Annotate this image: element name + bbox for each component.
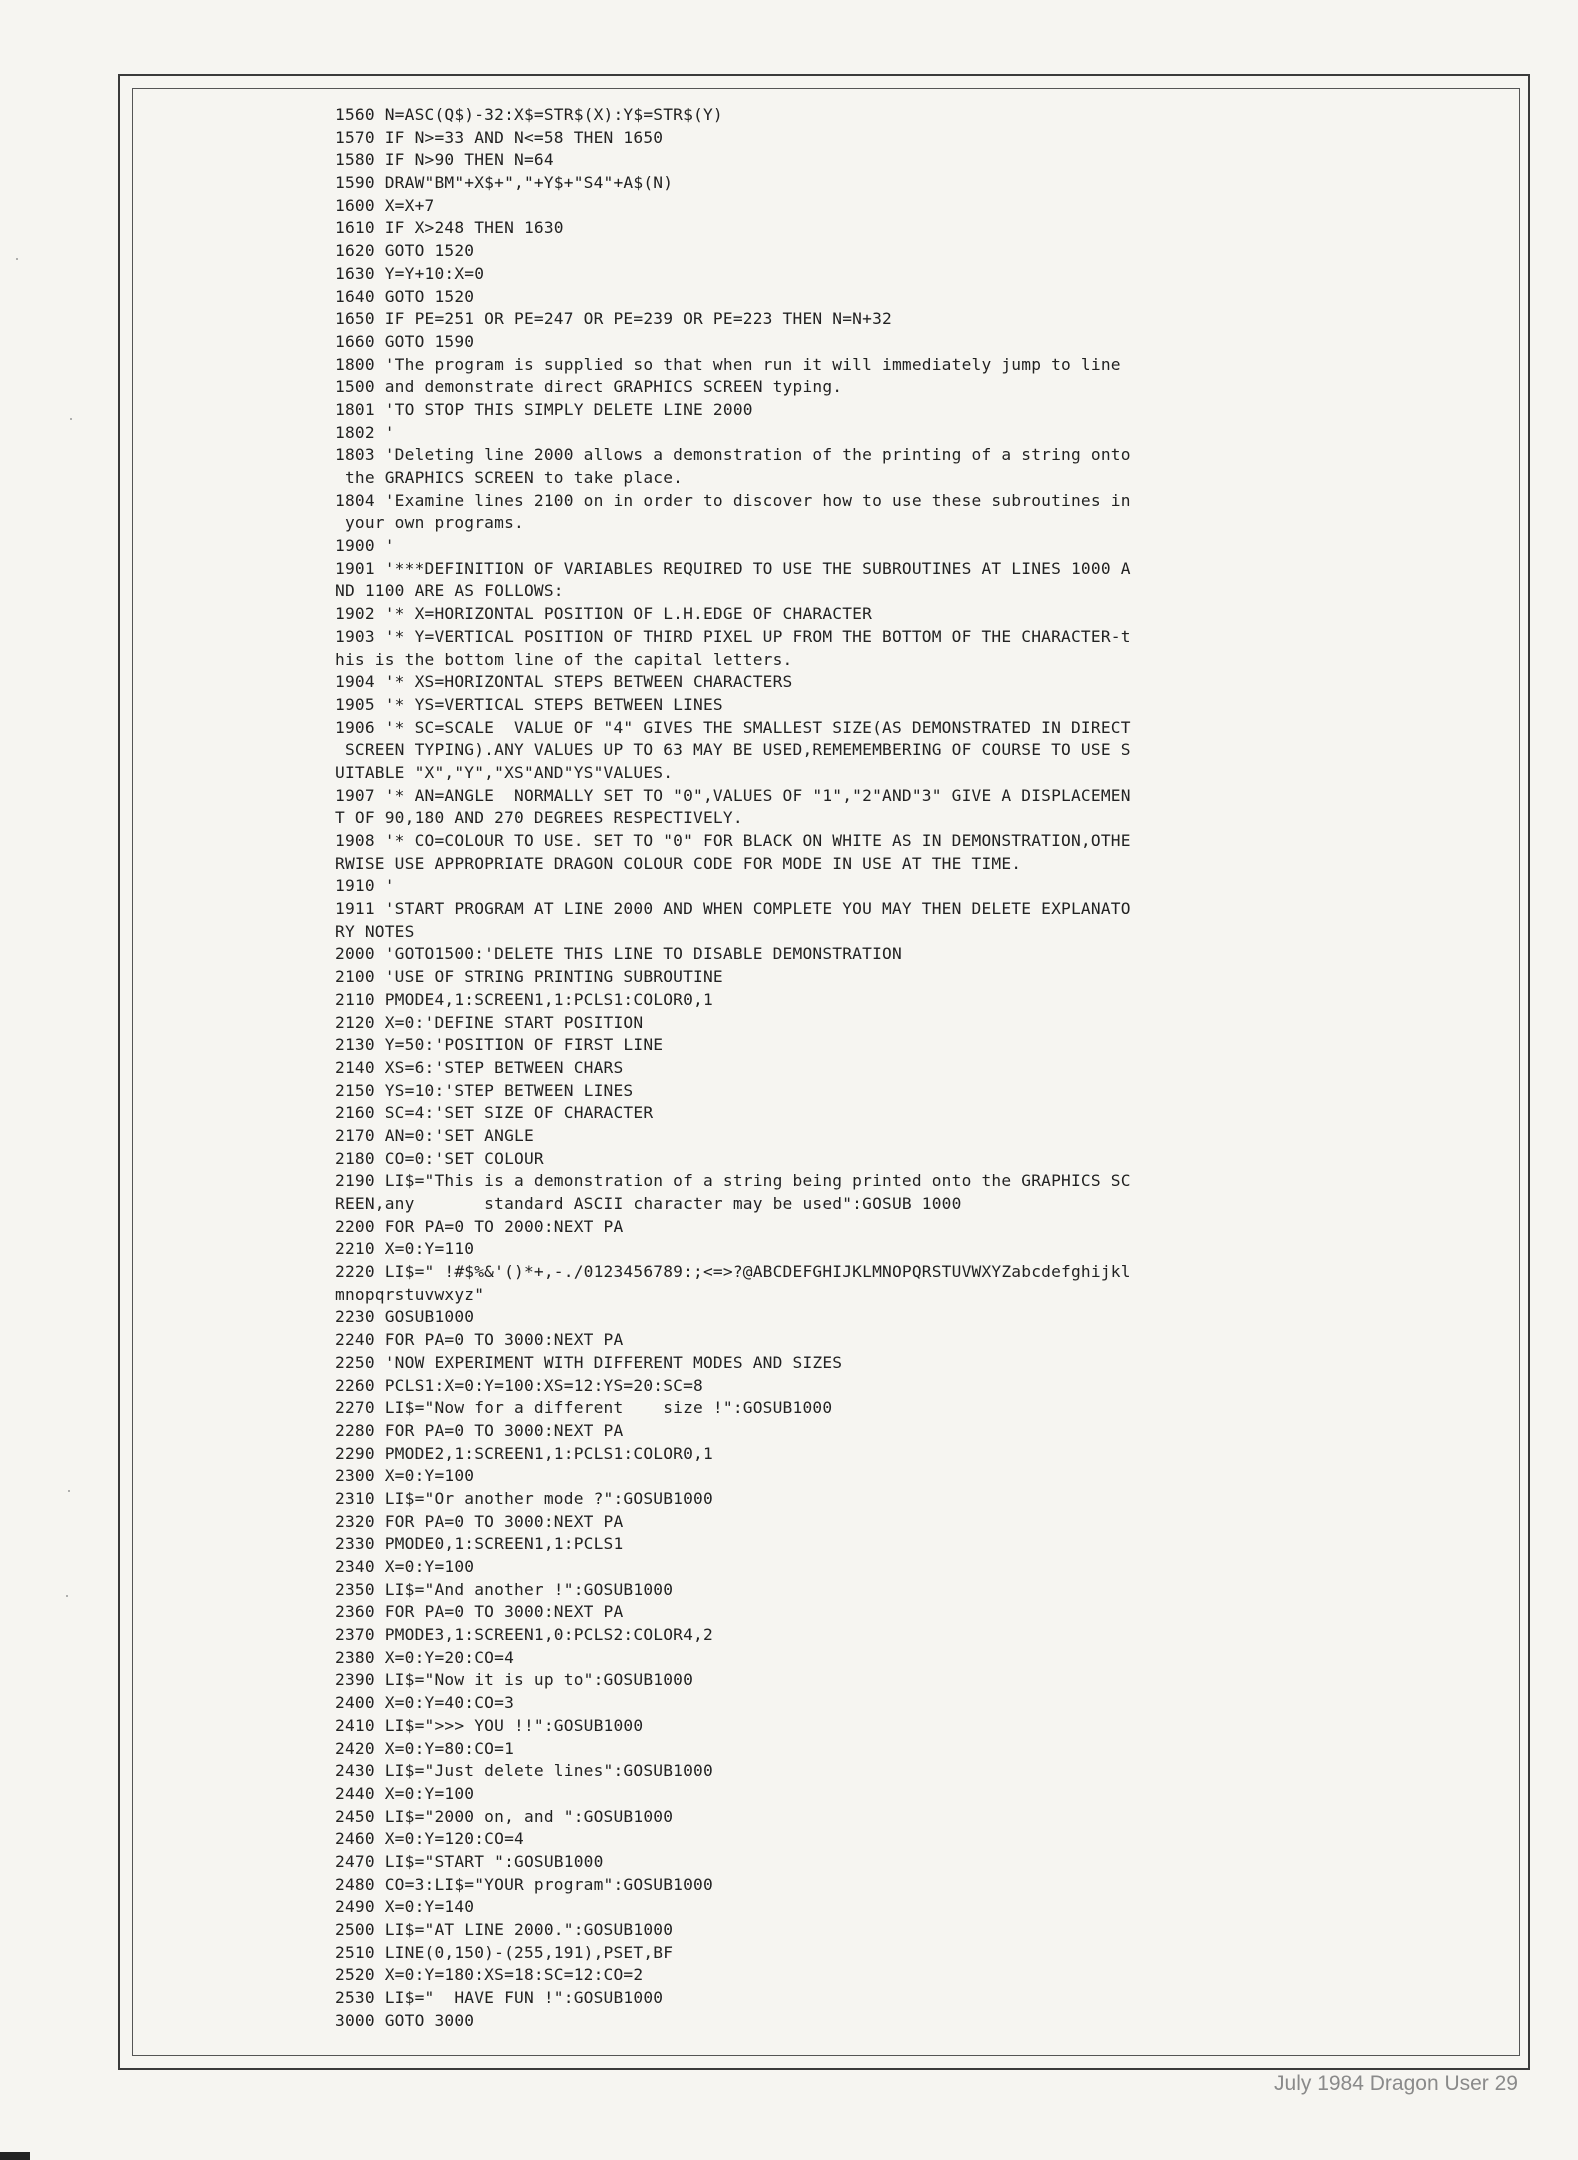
code-line: 2120 X=0:'DEFINE START POSITION (335, 1012, 644, 1032)
code-line: 2430 LI$="Just delete lines":GOSUB1000 (335, 1761, 713, 1781)
code-line: 2340 X=0:Y=100 (335, 1557, 475, 1576)
page-footer: July 1984 Dragon User 29 (1274, 2072, 1518, 2095)
code-line: SCREEN TYPING).ANY VALUES UP TO 63 MAY BE USED,REMEMEMBERING OF COURSE TO USE S (335, 740, 1131, 760)
code-line: 2520 X=0:Y=180:XS=18:SC=12:CO=2 (335, 1965, 644, 1985)
code-line: 1630 Y=Y+10:X=0 (335, 263, 485, 283)
code-line: his is the bottom line of the capital letters. (335, 649, 793, 669)
page-edge-mark (0, 2152, 30, 2160)
code-line: 1910 ' (335, 876, 395, 896)
code-line: 2500 LI$="AT LINE 2000.":GOSUB1000 (335, 1920, 674, 1939)
code-line: 2460 X=0:Y=120:CO=4 (335, 1829, 524, 1849)
code-line: 1590 DRAW"BM"+X$+","+Y$+"S4"+A$(N) (335, 173, 674, 193)
code-line: 2400 X=0:Y=40:CO=3 (335, 1693, 515, 1713)
code-line: 1902 '* X=HORIZONTAL POSITION OF L.H.EDGE OF CHARACTER (335, 604, 873, 624)
code-line: 2240 FOR PA=0 TO 3000:NEXT PA (335, 1330, 624, 1350)
code-line: 2180 CO=0:'SET COLOUR (335, 1148, 544, 1168)
code-line: 1911 'START PROGRAM AT LINE 2000 AND WHEN COMPLETE YOU MAY THEN DELETE EXPLANATO (335, 899, 1131, 919)
code-line: 2370 PMODE3,1:SCREEN1,0:PCLS2:COLOR4,2 (335, 1625, 713, 1645)
code-line: 1600 X=X+7 (335, 195, 435, 215)
code-line: 1903 '* Y=VERTICAL POSITION OF THIRD PIXEL UP FROM THE BOTTOM OF THE CHARACTER-t (335, 626, 1131, 646)
code-line: 1804 'Examine lines 2100 on in order to discover how to use these subroutines in (335, 490, 1131, 510)
code-line: T OF 90,180 AND 270 DEGREES RESPECTIVELY. (335, 808, 743, 828)
margin-speck (68, 1490, 70, 1492)
code-line: 2280 FOR PA=0 TO 3000:NEXT PA (335, 1420, 624, 1440)
code-line: 1650 IF PE=251 OR PE=247 OR PE=239 OR PE=223 THEN N=N+32 (335, 309, 892, 329)
code-line: 2210 X=0:Y=110 (335, 1239, 475, 1259)
code-line: RY NOTES (335, 921, 415, 941)
code-line: 2250 'NOW EXPERIMENT WITH DIFFERENT MODES AND SIZES (335, 1352, 843, 1372)
code-line: REEN,any standard ASCII character may be used":GOSUB 1000 (335, 1194, 962, 1213)
code-line: 2190 LI$="This is a demonstration of a string being printed onto the GRAPHICS SC (335, 1171, 1131, 1191)
code-line: 2310 LI$="Or another mode ?":GOSUB1000 (335, 1488, 713, 1508)
code-line: mnopqrstuvwxyz" (335, 1284, 485, 1304)
code-line: 2260 PCLS1:X=0:Y=100:XS=12:YS=20:SC=8 (335, 1375, 703, 1395)
code-line: 2410 LI$=">>> YOU !!":GOSUB1000 (335, 1715, 644, 1735)
code-line: 2380 X=0:Y=20:CO=4 (335, 1647, 515, 1667)
code-line: 2000 'GOTO1500:'DELETE THIS LINE TO DISABLE DEMONSTRATION (335, 944, 902, 964)
code-line: your own programs. (335, 513, 524, 533)
code-line: 1802 ' (335, 422, 395, 442)
code-line: 2440 X=0:Y=100 (335, 1783, 475, 1803)
code-line: 2390 LI$="Now it is up to":GOSUB1000 (335, 1670, 694, 1690)
code-line: ND 1100 ARE AS FOLLOWS: (335, 581, 564, 601)
code-line: 1640 GOTO 1520 (335, 286, 475, 306)
basic-program-listing (335, 104, 1375, 2032)
code-line: 2300 X=0:Y=100 (335, 1466, 475, 1486)
code-line: 1500 and demonstrate direct GRAPHICS SCREEN typing. (335, 377, 843, 397)
code-line: 1904 '* XS=HORIZONTAL STEPS BETWEEN CHARACTERS (335, 672, 793, 692)
code-line: 2170 AN=0:'SET ANGLE (335, 1125, 534, 1145)
code-line: 1803 'Deleting line 2000 allows a demonstration of the printing of a string onto (335, 445, 1131, 465)
code-line: 2480 CO=3:LI$="YOUR program":GOSUB1000 (335, 1874, 713, 1894)
code-line: 2420 X=0:Y=80:CO=1 (335, 1738, 515, 1758)
code-line: 1570 IF N>=33 AND N<=58 THEN 1650 (335, 127, 664, 147)
code-line: 2360 FOR PA=0 TO 3000:NEXT PA (335, 1602, 624, 1622)
code-line: 2320 FOR PA=0 TO 3000:NEXT PA (335, 1511, 624, 1531)
code-line: 1801 'TO STOP THIS SIMPLY DELETE LINE 2000 (335, 399, 753, 419)
code-line: 1900 ' (335, 536, 395, 556)
code-line: 2150 YS=10:'STEP BETWEEN LINES (335, 1080, 634, 1100)
code-line: 1620 GOTO 1520 (335, 241, 475, 261)
code-line: 2110 PMODE4,1:SCREEN1,1:PCLS1:COLOR0,1 (335, 989, 713, 1009)
code-line: 2450 LI$="2000 on, and ":GOSUB1000 (335, 1806, 674, 1826)
margin-speck (70, 418, 72, 420)
code-line: 2140 XS=6:'STEP BETWEEN CHARS (335, 1057, 624, 1077)
code-line: 2270 LI$="Now for a different size !":GOSUB1000 (335, 1398, 833, 1418)
code-line: RWISE USE APPROPRIATE DRAGON COLOUR CODE FOR MODE IN USE AT THE TIME. (335, 853, 1022, 873)
code-line: 1660 GOTO 1590 (335, 331, 475, 351)
code-line: 2220 LI$=" !#$%&'()*+,-./0123456789:;<=>?@ABCDEFGHIJKLMNOPQRSTUVWXYZabcdefghijkl (335, 1262, 1131, 1282)
code-line: 1908 '* CO=COLOUR TO USE. SET TO "0" FOR BLACK ON WHITE AS IN DEMONSTRATION,OTHE (335, 831, 1131, 850)
margin-speck (16, 258, 18, 260)
code-line: the GRAPHICS SCREEN to take place. (335, 468, 684, 487)
code-line: 2490 X=0:Y=140 (335, 1897, 475, 1917)
code-line: 2200 FOR PA=0 TO 2000:NEXT PA (335, 1216, 624, 1236)
code-line: 1901 '***DEFINITION OF VARIABLES REQUIRED TO USE THE SUBROUTINES AT LINES 1000 A (335, 558, 1131, 578)
code-line: 2100 'USE OF STRING PRINTING SUBROUTINE (335, 967, 723, 987)
code-line: 2510 LINE(0,150)-(255,191),PSET,BF (335, 1942, 674, 1962)
code-line: 2330 PMODE0,1:SCREEN1,1:PCLS1 (335, 1534, 624, 1554)
code-line: 1906 '* SC=SCALE VALUE OF "4" GIVES THE SMALLEST SIZE(AS DEMONSTRATED IN DIRECT (335, 717, 1131, 737)
code-line: 2130 Y=50:'POSITION OF FIRST LINE (335, 1035, 664, 1055)
margin-speck (66, 1595, 68, 1597)
code-line: 1905 '* YS=VERTICAL STEPS BETWEEN LINES (335, 694, 723, 714)
code-line: 1907 '* AN=ANGLE NORMALLY SET TO "0",VALUES OF "1","2"AND"3" GIVE A DISPLACEMEN (335, 785, 1131, 805)
code-line: UITABLE "X","Y","XS"AND"YS"VALUES. (335, 762, 674, 782)
code-line: 1800 'The program is supplied so that when run it will immediately jump to line (335, 354, 1121, 374)
code-line: 3000 GOTO 3000 (335, 2010, 475, 2030)
code-line: 2290 PMODE2,1:SCREEN1,1:PCLS1:COLOR0,1 (335, 1443, 713, 1463)
code-line: 1580 IF N>90 THEN N=64 (335, 150, 554, 170)
code-line: 2530 LI$=" HAVE FUN !":GOSUB1000 (335, 1988, 664, 2008)
code-line: 2350 LI$="And another !":GOSUB1000 (335, 1579, 674, 1599)
code-line: 1560 N=ASC(Q$)-32:X$=STR$(X):Y$=STR$(Y) (335, 105, 723, 124)
code-line: 2160 SC=4:'SET SIZE OF CHARACTER (335, 1103, 654, 1123)
code-line: 1610 IF X>248 THEN 1630 (335, 218, 564, 238)
code-line: 2230 GOSUB1000 (335, 1307, 475, 1327)
code-line: 2470 LI$="START ":GOSUB1000 (335, 1851, 604, 1871)
